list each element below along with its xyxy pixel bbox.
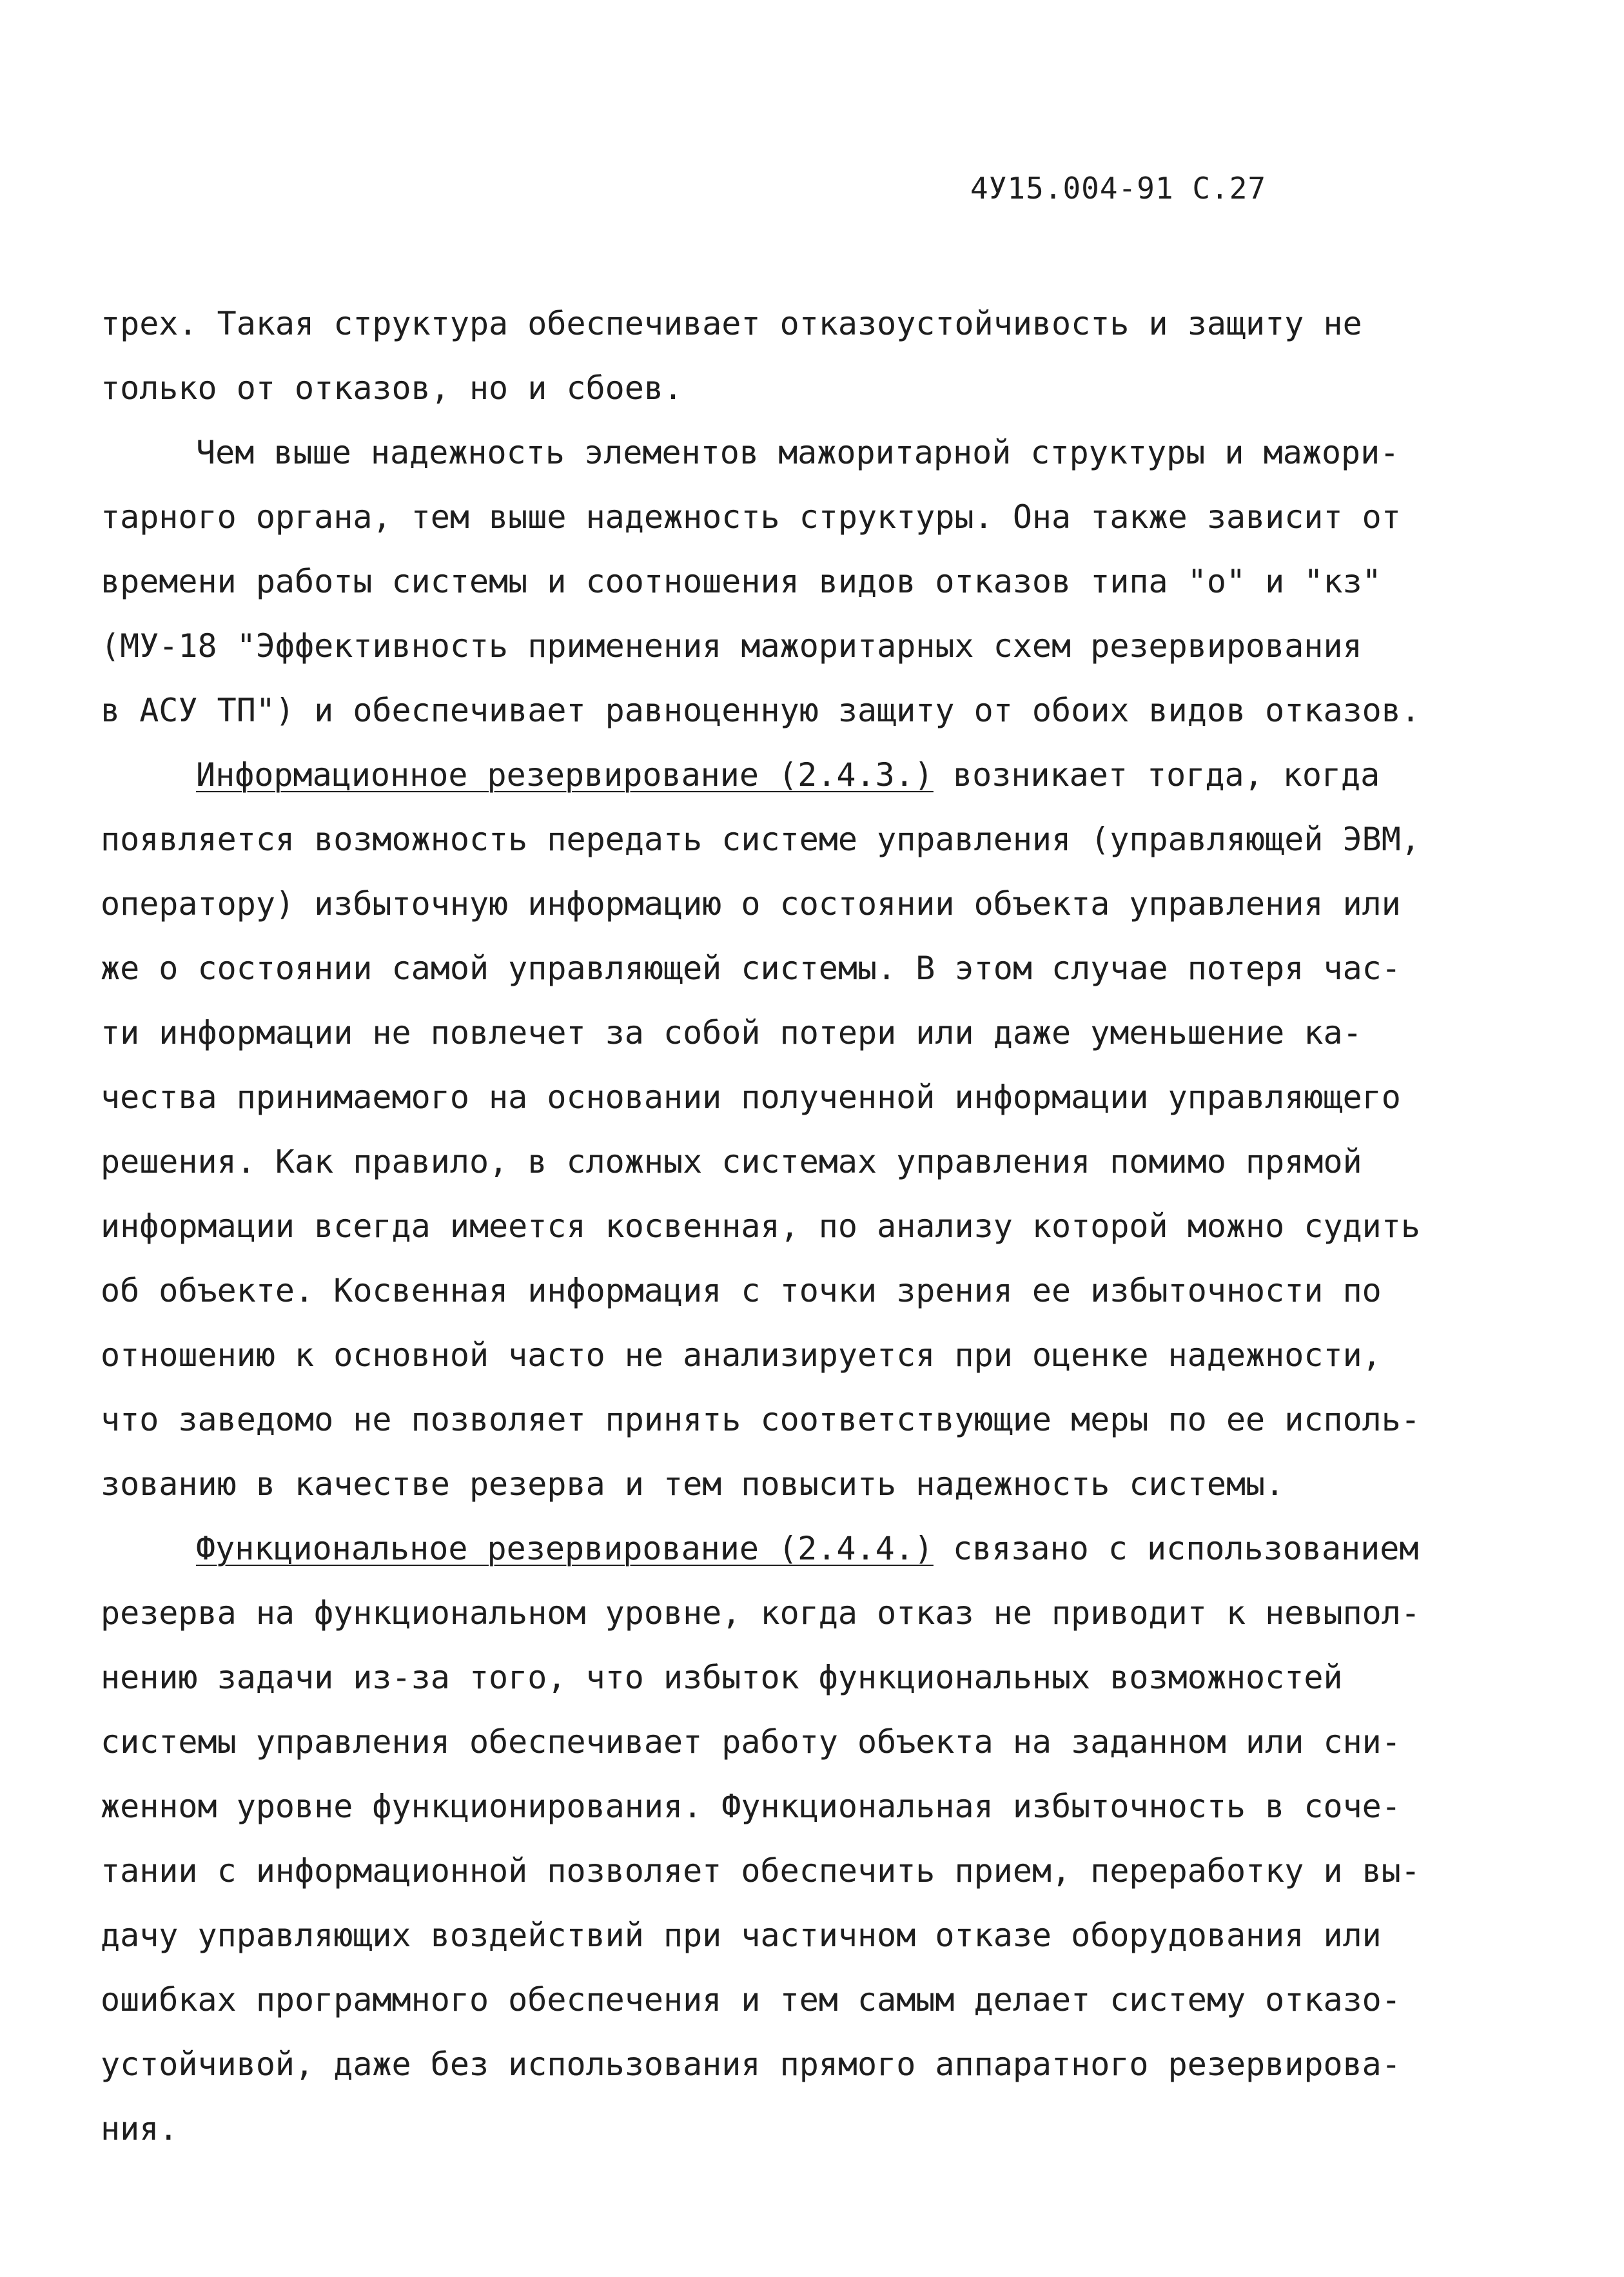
text-line-2: только от отказов, но и сбоев. (101, 369, 683, 407)
body-text (101, 291, 1454, 2161)
text-line-25: тании с информационной позволяет обеспечить прием, переработку и вы- (101, 1852, 1420, 1890)
text-line-15: информации всегда имеется косвенная, по анализу которой можно судить (101, 1207, 1420, 1245)
text-line-19: зованию в качестве резерва и тем повысить надежность системы. (101, 1465, 1285, 1503)
text-line-7: в АСУ ТП") и обеспечивает равноценную защиту от обоих видов отказов. (101, 692, 1420, 729)
text-line-8-rest: возникает тогда, когда (933, 756, 1380, 794)
text-line-23: системы управления обеспечивает работу объекта на заданном или сни- (101, 1723, 1401, 1761)
text-line-16: об объекте. Косвенная информация с точки зрения ее избыточности по (101, 1272, 1382, 1309)
text-line-22: нению задачи из-за того, что избыток функциональных возможностей (101, 1659, 1343, 1696)
text-line-29: ния. (101, 2110, 179, 2147)
text-line-13: чества принимаемого на основании полученной информации управляющего (101, 1079, 1401, 1116)
text-line-24: женном уровне функционирования. Функциональная избыточность в соче- (101, 1788, 1401, 1825)
text-line-4: тарного органа, тем выше надежность структуры. Она также зависит от (101, 498, 1401, 536)
text-line-6: (МУ-18 "Эффективность применения мажоритарных схем резервирования (101, 627, 1362, 665)
text-line-14: решения. Как правило, в сложных системах управления помимо прямой (101, 1143, 1362, 1180)
text-line-18: что заведомо не позволяет принять соответствующие меры по ее исполь- (101, 1401, 1420, 1438)
text-line-26: дачу управляющих воздействий при частичном отказе оборудования или (101, 1917, 1382, 1954)
page-header-doc-ref: 4У15.004-91 С.27 (970, 171, 1267, 206)
text-line-1: трех. Такая структура обеспечивает отказоустойчивость и защиту не (101, 305, 1362, 342)
section-term-informational-redundancy: Информационное резервирование (2.4.3.) (196, 756, 934, 794)
text-line-27: ошибках программного обеспечения и тем самым делает систему отказо- (101, 1981, 1401, 2018)
text-line-17: отношению к основной часто не анализируется при оценке надежности, (101, 1336, 1382, 1374)
text-line-8 (101, 743, 1454, 807)
section-term-functional-redundancy: Функциональное резервирование (2.4.4.) (196, 1530, 934, 1567)
text-line-21: резерва на функциональном уровне, когда отказ не приводит к невыпол- (101, 1594, 1420, 1632)
text-line-9: появляется возможность передать системе управления (управляющей ЭВМ, (101, 821, 1420, 858)
text-line-5: времени работы системы и соотношения видов отказов типа "о" и "кз" (101, 563, 1382, 600)
text-line-3: Чем выше надежность элементов мажоритарной структуры и мажори- (196, 434, 1400, 471)
text-line-20-rest: связано с использованием (933, 1530, 1419, 1567)
text-line-20 (101, 1516, 1454, 1581)
text-line-11: же о состоянии самой управляющей системы. В этом случае потеря час- (101, 950, 1401, 987)
text-line-28: устойчивой, даже без использования прямого аппаратного резервирова- (101, 2046, 1401, 2083)
text-line-10: оператору) избыточную информацию о состоянии объекта управления или (101, 885, 1401, 923)
text-line-12: ти информации не повлечет за собой потери или даже уменьшение ка- (101, 1014, 1362, 1051)
